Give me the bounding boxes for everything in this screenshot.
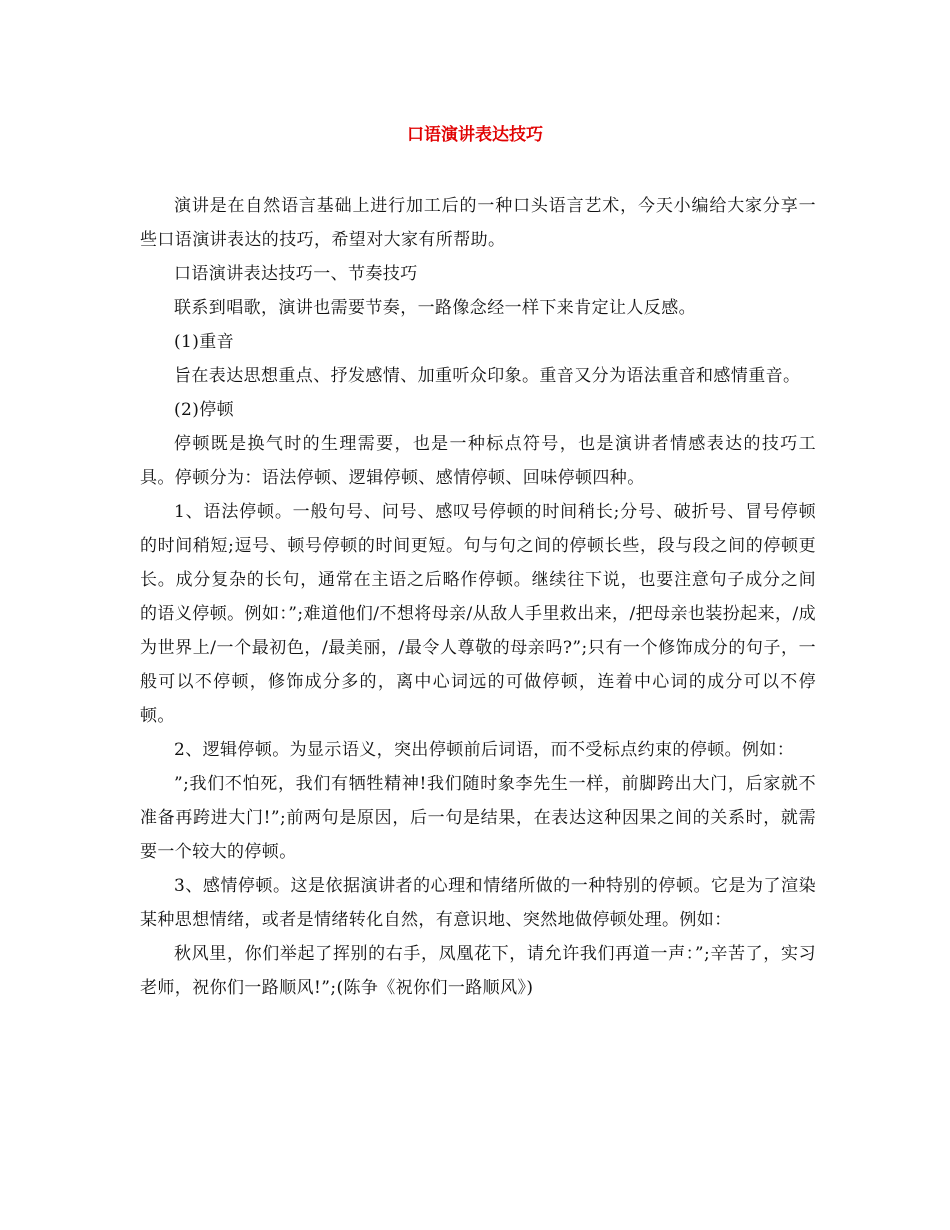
paragraph-pause: 停顿既是换气时的生理需要，也是一种标点符号，也是演讲者情感表达的技巧工具。停顿分为：语法停顿、逻辑停顿、感情停顿、回味停顿四种。 — [140, 434, 816, 488]
subheading-stress: (1)重音 — [174, 332, 235, 352]
subheading-pause: (2)停顿 — [174, 400, 235, 420]
document-title: 口语演讲表达技巧 — [407, 125, 543, 145]
paragraph-logic-pause: 2、逻辑停顿。为显示语义，突出停顿前后词语，而不受标点约束的停顿。例如： — [174, 740, 795, 760]
paragraph-rhythm: 联系到唱歌，演讲也需要节奏，一路像念经一样下来肯定让人反感。 — [174, 298, 696, 318]
paragraph-stress: 旨在表达思想重点、抒发感情、加重听众印象。重音又分为语法重音和感情重音。 — [174, 366, 801, 386]
paragraph-logic-example: ”;我们不怕死，我们有牺牲精神!我们随时象李先生一样，前脚跨出大门，后家就不准备再跨进大门!”;前两句是原因，后一句是结果，在表达这种因果之间的关系时，就需要一个较大的停顿。 — [140, 774, 816, 862]
paragraph-grammar-pause: 1、语法停顿。一般句号、问号、感叹号停顿的时间稍长;分号、破折号、冒号停顿的时间稍短;逗号、顿号停顿的时间更短。句与句之间的停顿长些，段与段之间的停顿更长。成分复杂的长句，通常在主语之后略作停顿。继续往下说，也要注意句子成分之间的语义停顿。例如：”;难道他们/不想将母亲/从敌人手里救出来，/把母亲也装扮起来，/成为世界上/一个最初色，/最美丽，/最令人尊敬的母亲吗?”;只有一个修饰成分的句子，一般可以不停顿，修饰成分多的，离中心词远的可做停顿，连着中心词的成分可以不停顿。 — [140, 502, 816, 726]
paragraph-emotion-pause: 3、感情停顿。这是依据演讲者的心理和情绪所做的一种特别的停顿。它是为了渲染某种思想情绪，或者是情绪转化自然，有意识地、突然地做停顿处理。例如： — [140, 876, 816, 930]
paragraph-emotion-example: 秋风里，你们举起了挥别的右手，凤凰花下，请允许我们再道一声：”;辛苦了，实习老师，祝你们一路顺风!”;(陈争《祝你们一路顺风》) — [140, 944, 816, 998]
paragraph-intro: 演讲是在自然语言基础上进行加工后的一种口头语言艺术，今天小编给大家分享一些口语演讲表达的技巧，希望对大家有所帮助。 — [140, 196, 816, 250]
document-body — [140, 189, 816, 1005]
section-heading-rhythm: 口语演讲表达技巧一、节奏技巧 — [174, 264, 418, 284]
